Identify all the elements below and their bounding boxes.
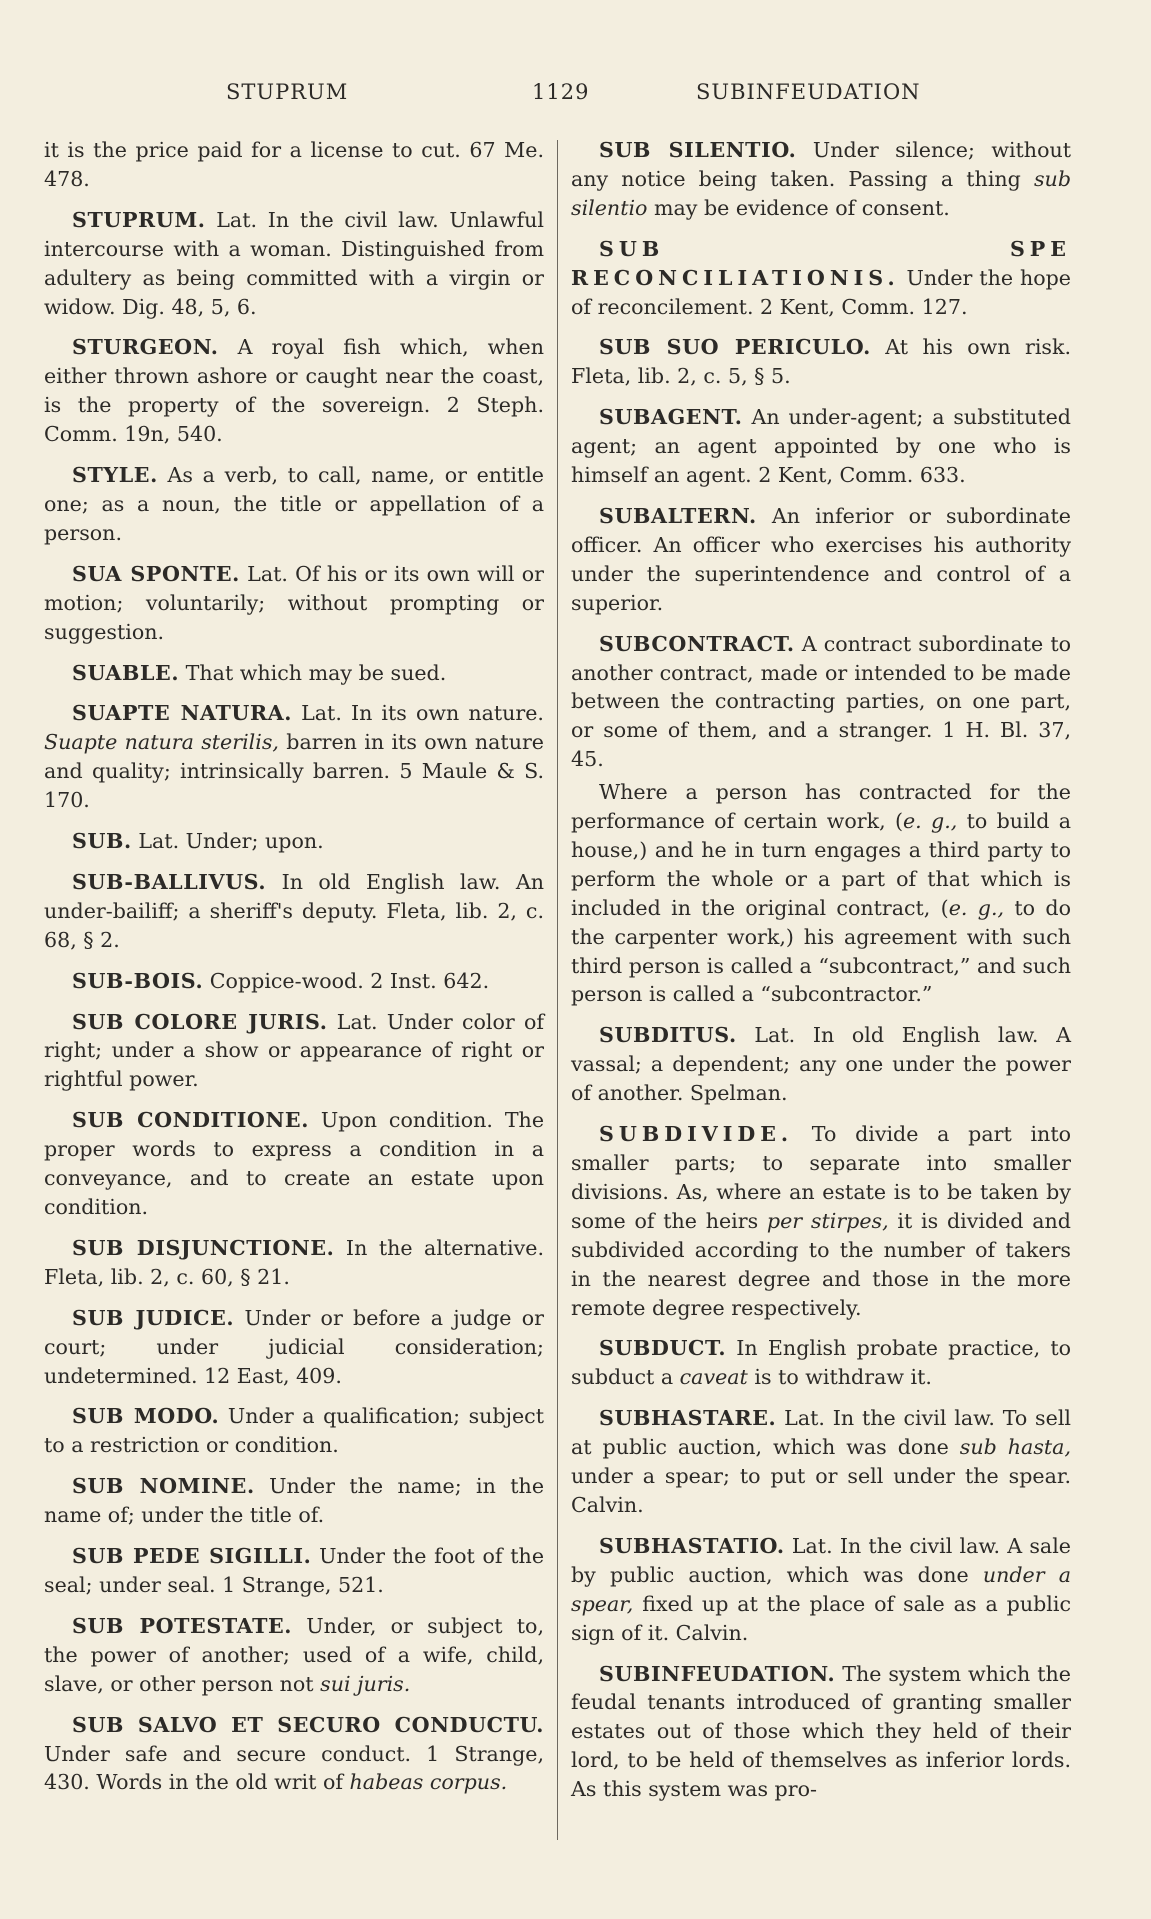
entry-paragraph (571, 778, 1071, 1009)
definition-text: That which may be sued. (179, 660, 447, 685)
headword: SUBALTERN. (599, 503, 757, 528)
definition-text: may be evidence of consent. (647, 195, 950, 220)
definition-text: Under a qualification; subject to a restriction or condition. (44, 1404, 544, 1458)
italic-term: sub hasta, (959, 1435, 1071, 1460)
column-divider (557, 140, 558, 1840)
italic-term: e. g., (903, 809, 958, 834)
headword: SUB. (72, 829, 132, 854)
italic-term: e. g., (948, 895, 1005, 920)
dictionary-entry (571, 403, 1071, 490)
dictionary-entry (571, 502, 1071, 618)
headword: SUBINFEUDATION. (599, 1661, 836, 1686)
dictionary-entry (44, 333, 544, 449)
definition-text: Coppice-wood. 2 Inst. 642. (203, 968, 490, 993)
right-guide-word: SUBINFEUDATION (696, 80, 921, 104)
headword: SUB JUDICE. (72, 1305, 235, 1330)
definition-text: A royal fish which, when either thrown ashore or caught near the coast, is the property of the sovereign. 2 Steph. Comm. 19n, 540. (44, 335, 544, 447)
headword: SUABLE. (72, 660, 180, 685)
dictionary-entry (44, 1612, 544, 1699)
dictionary-entry (44, 868, 544, 955)
definition-text: Upon condition. The proper words to express a condition in a conveyance, and to create an estate upon condition. (44, 1108, 545, 1219)
entry-paragraph (44, 136, 544, 194)
definition-text: to build a house,) and he in turn engages a third party to perform the whole or a part of that which is included in the original contract, ( (571, 809, 1071, 920)
definition-text: is to withdraw it. (747, 1365, 932, 1390)
headword: SUB-BOIS. (72, 968, 204, 993)
headword: STUPRUM. (72, 207, 206, 232)
dictionary-entry (44, 1711, 544, 1798)
dictionary-entry (44, 659, 544, 688)
definition-text: Under, or subject to, the power of another; used of a wife, child, slave, or other person not (44, 1613, 544, 1696)
italic-term: sui juris. (320, 1671, 411, 1696)
definition-text: Under the hope of reconcilement. 2 Kent, Comm. 127. (571, 265, 1071, 319)
definition-text: Lat. In the civil law. Unlawful intercourse with a woman. Distinguished from adultery as being committed with a virgin or widow. Dig. 48, 5, 6. (44, 207, 544, 319)
definition-text: Lat. In its own nature. (292, 701, 544, 726)
headword: SUAPTE NATURA. (72, 701, 293, 726)
definition-text: it is divided and subdivided according to the number of takers in the nearest degree and those in the more remote degree respectively. (571, 1208, 1071, 1320)
dictionary-entry (44, 1304, 544, 1391)
definition-text: it is the price paid for a license to cut. 67 Me. 478. (44, 138, 544, 191)
headword: SUBAGENT. (599, 405, 743, 430)
definition-text: under a spear; to put or sell under the spear. Calvin. (571, 1464, 1071, 1517)
headword: SUBDIVIDE. (599, 1122, 794, 1147)
headword: SUA SPONTE. (72, 561, 240, 586)
dictionary-entry (571, 136, 1071, 223)
headword: SUB PEDE SIGILLI. (72, 1544, 312, 1569)
definition-text: Lat. Of his or its own will or motion; voluntarily; without prompting or suggestion. (44, 561, 544, 644)
dictionary-entry (571, 235, 1071, 322)
headword: SUB COLORE JURIS. (72, 1009, 328, 1034)
dictionary-entry (571, 1334, 1071, 1392)
dictionary-entry (44, 560, 544, 647)
headword: SUB MODO. (72, 1404, 220, 1429)
headword: SUBDUCT. (599, 1336, 727, 1361)
dictionary-entry (44, 1402, 544, 1460)
headword: SUB NOMINE. (72, 1474, 255, 1499)
definition-text: Lat. Under; upon. (131, 829, 324, 854)
definition-text: Under or before a judge or court; under judicial consideration; undetermined. 12 East, 409. (44, 1305, 544, 1388)
headword: SUB SILENTIO. (599, 138, 797, 162)
definition-text: barren in its own nature and quality; intrinsically barren. 5 Maule & S. 170. (44, 730, 544, 813)
italic-term: sub silentio (571, 166, 1071, 220)
italic-term: Suapte natura sterilis, (44, 730, 279, 755)
definition-text: A contract subordinate to another contract, made or intended to be made between the contracting parties, on one part, or some of them, and a stranger. 1 H. Bl. 37, 45. (571, 631, 1071, 772)
definition-text: To divide a part into smaller parts; to separate into smaller divisions. As, where an estate is to be taken by some of the heirs (571, 1122, 1071, 1233)
italic-term: under a spear, (571, 1562, 1071, 1616)
dictionary-entry (44, 827, 544, 856)
definition-text: Lat. In the civil law. To sell at public auction, which was done (571, 1406, 1071, 1460)
dictionary-entry (571, 1532, 1071, 1648)
dictionary-entry (571, 1404, 1071, 1520)
definition-text: In English probate practice, to subduct a (571, 1336, 1071, 1390)
headword: SUB SALVO ET SECURO CONDUCTU. (72, 1712, 544, 1737)
page-number: 1129 (532, 80, 590, 104)
dictionary-entry (571, 1021, 1071, 1108)
headword: SUB CONDITIONE. (72, 1108, 309, 1133)
headword: STURGEON. (72, 335, 219, 360)
definition-text: Under the foot of the seal; under seal. 1 Strange, 521. (44, 1544, 545, 1597)
dictionary-entry (571, 1660, 1071, 1805)
dictionary-entry (44, 1234, 544, 1292)
definition-text: An under-agent; a substituted agent; an agent appointed by one who is himself an agent. 2 Kent, Comm. 633. (571, 405, 1071, 488)
headword: STYLE. (72, 463, 158, 488)
italic-term: habeas corpus. (349, 1770, 508, 1795)
headword: SUBHASTATIO. (599, 1533, 785, 1558)
headword: SUBCONTRACT. (599, 631, 795, 656)
definition-text: In the alternative. Fleta, lib. 2, c. 60, § 21. (44, 1235, 544, 1289)
definition-text: Lat. In the civil law. A sale by public auction, which was done (571, 1533, 1071, 1587)
definition-text: Under the name; in the name of; under the title of. (44, 1474, 545, 1528)
definition-text: At his own risk. Fleta, lib. 2, c. 5, § 5. (571, 335, 1071, 389)
headword: SUB-BALLIVUS. (72, 869, 267, 894)
definition-text: Under safe and secure conduct. 1 Strange, 430. Words in the old writ of (44, 1741, 544, 1795)
headword: SUB SPE RECONCILIATIONIS. (571, 236, 1071, 290)
dictionary-entry (44, 1008, 544, 1095)
headword: SUB POTESTATE. (72, 1613, 293, 1638)
headword: SUB DISJUNCTIONE. (72, 1235, 335, 1260)
definition-text: to do the carpenter work,) his agreement with such third person is called a “subcontract,” and such person is called a “subcontractor.” (571, 895, 1071, 1007)
definition-text: Lat. Under color of right; under a show or appearance of right or rightful power. (44, 1009, 544, 1092)
italic-term: caveat (679, 1365, 748, 1390)
left-column (44, 136, 544, 1809)
definition-text: Lat. In old English law. A vassal; a dependent; any one under the power of another. Spelman. (571, 1023, 1071, 1106)
headword: SUB SUO PERICULO. (599, 335, 871, 360)
definition-text: As a verb, to call, name, or entitle one; as a noun, the title or appellation of a person. (44, 463, 544, 545)
definition-text: Under silence; without any notice being taken. Passing a thing (571, 138, 1072, 191)
dictionary-entry (44, 699, 544, 815)
definition-text: The system which the feudal tenants introduced of granting smaller estates out of those which they held of their lord, to be held of themselves as inferior lords. As this system was pro- (571, 1661, 1071, 1802)
definition-text: In old English law. An under-bailiff; a sheriff's deputy. Fleta, lib. 2, c. 68, § 2. (44, 869, 544, 952)
running-header (0, 80, 1151, 110)
dictionary-entry (44, 206, 544, 322)
italic-term: per stirpes, (766, 1208, 889, 1233)
left-guide-word: STUPRUM (226, 80, 349, 104)
dictionary-entry (44, 967, 544, 996)
headword: SUBHASTARE. (599, 1406, 777, 1431)
dictionary-entry (571, 333, 1071, 391)
dictionary-entry (44, 461, 544, 548)
dictionary-entry (44, 1106, 544, 1222)
dictionary-entry (44, 1472, 544, 1530)
definition-text: fixed up at the place of sale as a public sign of it. Calvin. (571, 1591, 1071, 1645)
definition-text: Where a person has contracted for the performance of certain work, ( (571, 780, 1071, 834)
right-column (571, 136, 1071, 1816)
dictionary-entry (571, 1120, 1071, 1322)
headword: SUBDITUS. (599, 1023, 737, 1048)
definition-text: An inferior or subordinate officer. An officer who exercises his authority under the superintendence and control of a superior. (571, 503, 1071, 615)
dictionary-entry (571, 630, 1071, 775)
dictionary-entry (44, 1542, 544, 1600)
